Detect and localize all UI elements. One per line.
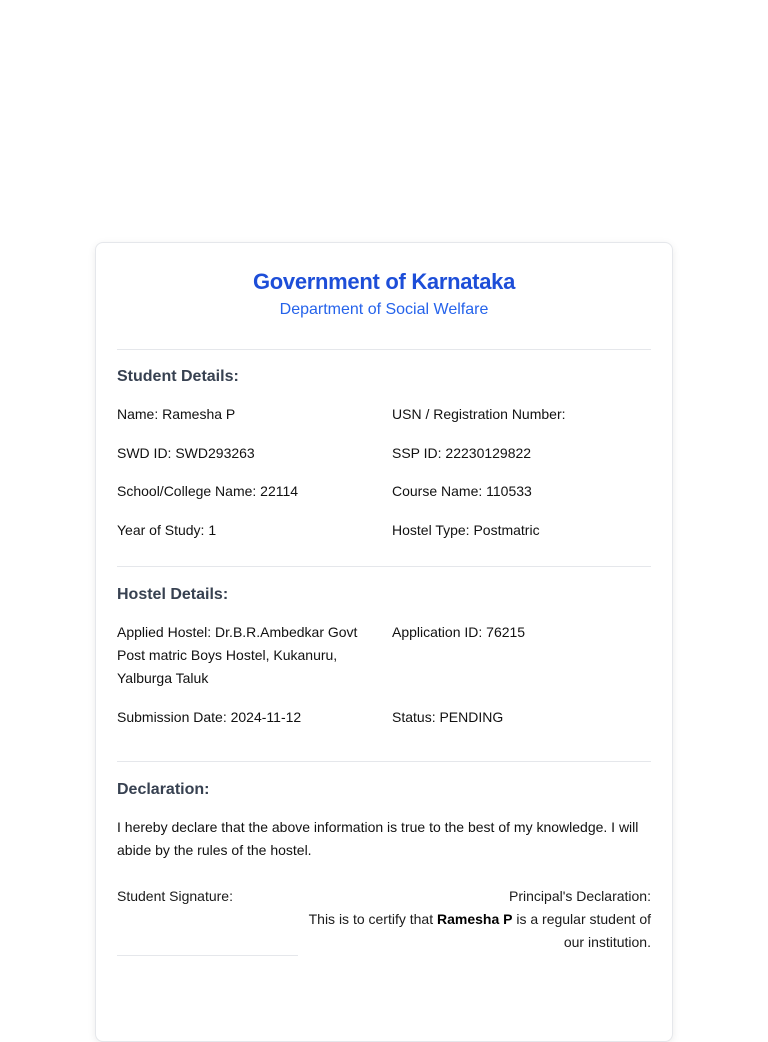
- principal-certification-text: [291, 908, 651, 954]
- declaration-heading: Declaration:: [117, 781, 210, 798]
- certification-prefix: This is to certify that: [308, 911, 437, 927]
- principal-declaration: [291, 885, 651, 954]
- swd-id: SWD ID: SWD293263: [117, 445, 255, 461]
- application-card: [95, 242, 673, 1042]
- student-signature-label: Student Signature:: [117, 888, 233, 904]
- student-details-heading: Student Details:: [117, 368, 239, 385]
- hostel-type: Hostel Type: Postmatric: [392, 522, 540, 538]
- school-name: School/College Name: 22114: [117, 483, 299, 499]
- course-name: Course Name: 110533: [392, 483, 532, 499]
- status-badge: Status: PENDING: [392, 709, 504, 725]
- application-id: Application ID: 76215: [392, 624, 526, 640]
- ssp-id: SSP ID: 22230129822: [392, 445, 532, 461]
- header-divider: [117, 349, 651, 350]
- student-details-divider: [117, 566, 651, 567]
- submission-date: Submission Date: 2024-11-12: [117, 709, 302, 725]
- header: [96, 267, 672, 321]
- principal-declaration-label: Principal's Declaration:: [509, 888, 651, 904]
- certification-suffix: is a regular student of our institution.: [512, 911, 651, 950]
- signature-line: [117, 955, 298, 956]
- certified-student-name: Ramesha P: [436, 911, 513, 927]
- year-of-study: Year of Study: 1: [117, 522, 217, 538]
- student-name: Name: Ramesha P: [117, 406, 236, 422]
- department-subtitle: Department of Social Welfare: [279, 301, 489, 318]
- declaration-text: I hereby declare that the above information is true to the best of my knowledge. I will abide by the rules of the hostel.: [117, 819, 639, 858]
- usn-field: USN / Registration Number:: [392, 406, 566, 422]
- applied-hostel: Applied Hostel: Dr.B.R.Ambedkar Govt Post matric Boys Hostel, Kukanuru, Yalburga Taluk: [117, 624, 358, 686]
- hostel-details-heading: Hostel Details:: [117, 586, 229, 603]
- hostel-details-divider: [117, 761, 651, 762]
- page-title: Government of Karnataka: [252, 269, 516, 294]
